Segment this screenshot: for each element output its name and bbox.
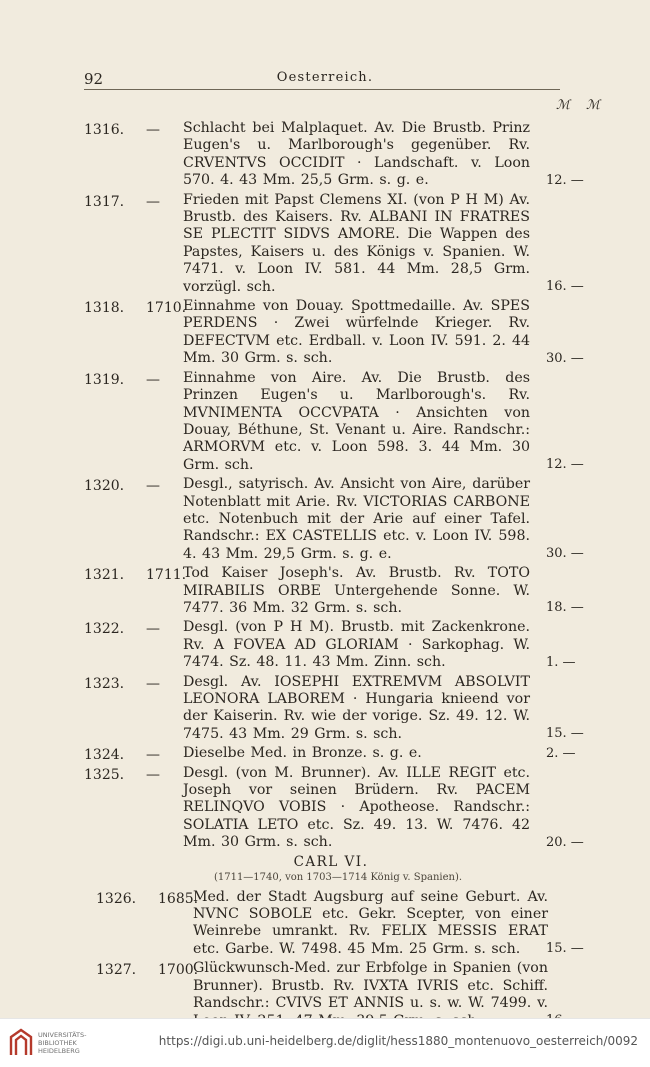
entry-year: — xyxy=(146,371,160,388)
entry-year: — xyxy=(146,675,160,692)
entry-description: Glückwunsch-Med. zur Erbfolge in Spanien (von Brunner). Brustb. Rv. IVXTA IVRIS etc. Schiff. Randschr.: CVIVS ET ANNIS u. s. w. W. 7499. v. xyxy=(193,960,548,1012)
entry-description: Einnahme von Douay. Spottmedaille. Av. SPES PERDENS · Zwei würfelnde Krieger. Rv. DEFECTVM etc. Erdball. v. Loon IV. 591. 2. 44 Mm. 30 Grm. s. sch. xyxy=(183,298,530,367)
entry-price: 20. — xyxy=(546,834,584,850)
entry-description: Dieselbe Med. in Bronze. s. g. e. xyxy=(183,745,422,762)
entry-year: — xyxy=(146,193,160,210)
entry-year: — xyxy=(146,766,160,783)
entry-year: — xyxy=(146,621,160,638)
entry-number: 1325. xyxy=(84,766,125,783)
entry-price: 12. — xyxy=(546,457,584,473)
entry-number: 1323. xyxy=(84,675,125,692)
entry-year: — xyxy=(146,747,160,764)
catalogue-entry xyxy=(0,370,650,474)
catalogue-entry xyxy=(0,298,650,368)
entry-price: 18. — xyxy=(546,600,584,616)
entry-number: 1316. xyxy=(84,122,125,138)
catalogue-entry xyxy=(0,120,650,190)
entry-price: 30. — xyxy=(546,546,584,562)
permalink-url[interactable]: https://digi.ub.uni-heidelberg.de/diglit/hess1880_montenuovo_oesterreich/0092 xyxy=(158,1034,638,1048)
library-name: UNIVERSITÄTS- BIBLIOTHEK HEIDELBERG xyxy=(38,1031,87,1055)
catalogue-entry xyxy=(0,565,650,617)
entry-price: 2. — xyxy=(546,745,576,761)
entry-description: Med. der Stadt Augsburg auf seine Geburt. Av. NVNC SOBOLE etc. Gekr. Scepter, von einer Weinrebe umrankt. Rv. FELIX MESSIS ERAT etc. Garbe. W. 7498. 45 Mm. 25 Grm. s. sch. xyxy=(193,888,548,957)
catalogue-entry xyxy=(0,476,650,563)
entry-description: Desgl. (von P H M). Brustb. mit Zackenkrone. Rv. A FOVEA AD GLORIAM · Sarkophag. W. 7474. Sz. 48. 11. 43 Mm. Zinn. sch. xyxy=(183,619,530,671)
entry-year: 1700. xyxy=(158,962,199,979)
viewer-footer xyxy=(0,1018,650,1067)
entry-description: Schlacht bei Malplaquet. Av. Die Brustb. Prinz Eugen's u. Marlborough's gegenüber. Rv. CRVENTVS OCCIDIT · Landschaft. v. Loon 570. 4. 43 Mm. 25,5 Grm. s. g. e. xyxy=(183,120,530,189)
entry-price: 30. — xyxy=(546,350,584,366)
entry-description: Frieden mit Papst Clemens XI. (von P H M) Av. Brustb. des Kaisers. Rv. ALBANI IN FRATRES SE PLECTIT SIDVS AMORE. Die Wappen des Papstes, Kaisers u. des Königs v. Spanien. W. 7471. v. Loon IV. 581. 44 Mm. 28,5 Grm. vorzügl. sch. xyxy=(183,191,530,295)
library-logo-icon xyxy=(8,1027,34,1057)
catalogue-entry xyxy=(0,889,650,959)
catalogue-entry xyxy=(0,619,650,671)
entry-number: 1327. xyxy=(96,962,137,979)
entry-description: Desgl. (von M. Brunner). Av. ILLE REGIT etc. Joseph vor seinen Brüdern. Rv. PACEM RELINQVO VOBIS · Apotheose. Randschr.: SOLATIA LETO etc. Sz. 49. 13. W. 7476. 42 Mm. 30 Grm. s. sch. xyxy=(183,764,530,851)
entry-year: — xyxy=(146,478,160,495)
entry-number: 1317. xyxy=(84,193,125,210)
entry-price: 12. — xyxy=(546,172,584,188)
currency-column-heading: ℳ ℳ xyxy=(556,98,606,113)
catalogue-entry xyxy=(0,765,650,852)
section-subheading: (1711—1740, von 1703—1714 König v. Spanien). xyxy=(213,871,463,883)
entry-year: 1685. xyxy=(158,890,199,907)
catalogue-entry xyxy=(0,745,650,762)
catalogue-entries xyxy=(0,120,650,1032)
page-number: 92 xyxy=(84,70,104,88)
entry-description: Einnahme von Aire. Av. Die Brustb. des Prinzen Eugen's u. Marlborough's. Rv. MVNIMENTA OCCVPATA · Ansichten von Douay, Béthune, St. Venant u. Aire. Randschr.: ARMORVM etc. v. Loon 598. 3. 44 Mm. 30 Grm. sch. xyxy=(183,369,530,473)
header-rule xyxy=(84,89,560,90)
section-heading: CARL VI. xyxy=(293,853,369,870)
entry-year: — xyxy=(146,122,160,138)
entry-description: Tod Kaiser Joseph's. Av. Brustb. Rv. TOTO MIRABILIS ORBE Untergehende Sonne. W. 7477. 36 Mm. 32 Grm. s. sch. xyxy=(183,565,530,616)
entry-year: 1711. xyxy=(146,567,187,584)
entry-year: 1710. xyxy=(146,300,187,317)
entry-price: 15. — xyxy=(546,941,584,957)
catalogue-entry xyxy=(0,192,650,296)
entry-number: 1322. xyxy=(84,621,125,638)
entry-number: 1318. xyxy=(84,300,125,317)
entry-number: 1319. xyxy=(84,371,125,388)
entry-number: 1321. xyxy=(84,567,125,584)
running-title: Oesterreich. xyxy=(276,70,374,85)
entry-number: 1326. xyxy=(96,890,137,907)
entry-price: 16. — xyxy=(546,279,584,295)
entry-description: Desgl. Av. IOSEPHI EXTREMVM ABSOLVIT LEONORA LABOREM · Hungaria knieend vor der Kaiserin. Rv. wie der vorige. Sz. 49. 12. W. 7475. 43 Mm. 29 Grm. s. sch. xyxy=(183,673,530,742)
entry-description: Desgl., satyrisch. Av. Ansicht von Aire, darüber Notenblatt mit Arie. Rv. VICTORIAS CARBONE etc. Notenbuch mit der Arie auf einer Tafel. Randschr.: EX CASTELLIS etc. v. Loon IV. 598. 4. 43 Mm. 29,5 Grm. s. g. e. xyxy=(183,476,530,562)
catalogue-entry xyxy=(0,674,650,744)
entry-number: 1320. xyxy=(84,478,125,495)
entry-price: 15. — xyxy=(546,726,584,742)
entry-price: 1. — xyxy=(546,654,576,670)
entry-number: 1324. xyxy=(84,747,125,764)
